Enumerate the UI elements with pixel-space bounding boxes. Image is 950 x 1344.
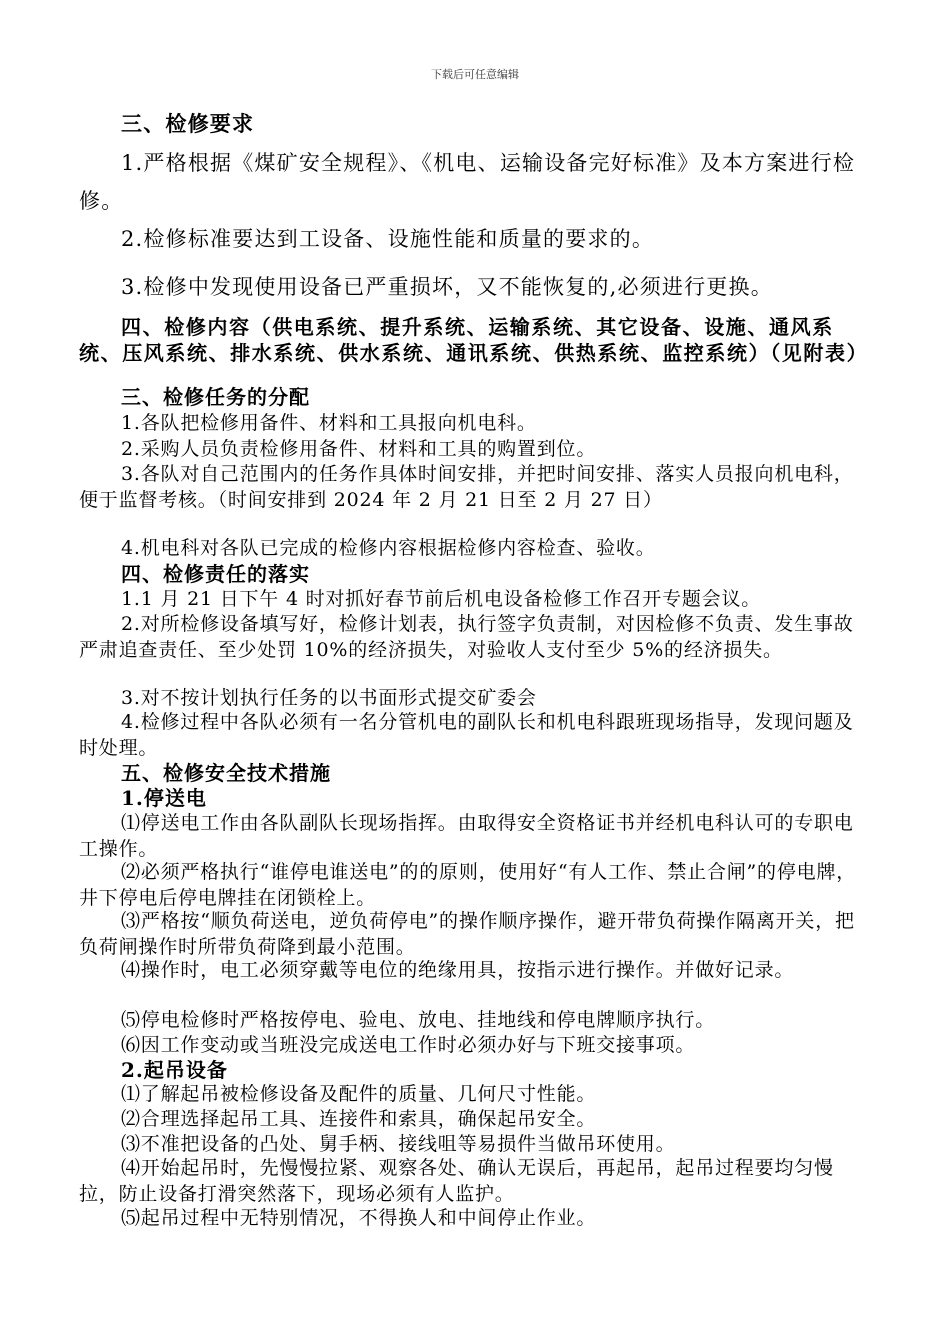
lifting-item-4: ⑷开始起吊时，先慢慢拉紧、观察各处、确认无误后，再起吊，起吊过程要均匀慢拉，防止设备打滑突然落下，现场必须有人监护。: [79, 1157, 834, 1205]
section-3-paragraph-1: 1.严格根据《煤矿安全规程》、《机电、运输设备完好标准》及本方案进行检修。: [79, 151, 856, 213]
task-item-4: 4.机电科对各队已完成的检修内容根据检修内容检查、验收。: [121, 537, 656, 559]
lifting-item-5: ⑸起吊过程中无特别情况，不得换人和中间停止作业。: [121, 1207, 597, 1229]
section-3-title: 三、检修要求: [121, 111, 255, 136]
responsibility-section-title: 四、检修责任的落实: [121, 562, 310, 586]
responsibility-item-1: 1.1 月 21 日下午 4 时对抓好春节前后机电设备检修工作召开专题会议。: [121, 588, 762, 610]
responsibility-item-2: 2.对所检修设备填写好，检修计划表，执行签字负责制，对因检修不负责、发生事故严肃追查责任、至少处罚 10%的经济损失，对验收人支付至少 5%的经济损失。: [79, 613, 854, 661]
power-item-4: ⑷操作时，电工必须穿戴等电位的绝缘用具，按指示进行操作。并做好记录。: [121, 959, 795, 981]
responsibility-item-4: 4.检修过程中各队必须有一名分管机电的副队长和机电科跟班现场指导，发现问题及时处理。: [79, 711, 854, 759]
lifting-item-1: ⑴了解起吊被检修设备及配件的质量、几何尺寸性能。: [121, 1083, 597, 1105]
lifting-subsection-title: 2.起吊设备: [121, 1058, 228, 1082]
power-item-2: ⑵必须严格执行“谁停电谁送电”的的原则，使用好“有人工作、禁止合闸”的停电牌，井下停电后停电牌挂在闭锁栓上。: [79, 861, 857, 909]
section-4-title: 四、检修内容（供电系统、提升系统、运输系统、其它设备、设施、通风系统、压风系统、排水系统、供水系统、通讯系统、供热系统、监控系统）（见附表）: [79, 315, 869, 365]
power-item-6: ⑹因工作变动或当班没完成送电工作时必须办好与下班交接事项。: [121, 1034, 696, 1056]
lifting-item-3: ⑶不准把设备的凸处、舅手柄、接线咀等易损件当做吊环使用。: [121, 1133, 676, 1155]
section-3-paragraph-3: 3.检修中发现使用设备已严重损坏，又不能恢复的,必须进行更换。: [121, 275, 773, 299]
power-item-3: ⑶严格按“顺负荷送电，逆负荷停电”的操作顺序操作，避开带负荷操作隔离开关，把负荷闸操作时所带负荷降到最小范围。: [79, 910, 855, 958]
task-item-3: 3.各队对自己范围内的任务作具体时间安排，并把时间安排、落实人员报向机电科，便于监督考核。（时间安排到 2024 年 2 月 21 日至 2 月 27 日）: [79, 463, 854, 511]
lifting-item-2: ⑵合理选择起吊工具、连接件和索具，确保起吊安全。: [121, 1108, 597, 1130]
task-item-1: 1.各队把检修用备件、材料和工具报向机电科。: [121, 412, 537, 434]
task-section-title: 三、检修任务的分配: [121, 385, 310, 409]
power-item-1: ⑴停送电工作由各队副队长现场指挥。由取得安全资格证书并经机电科认可的专职电工操作。: [79, 812, 854, 860]
task-item-2: 2.采购人员负责检修用备件、材料和工具的购置到位。: [121, 438, 597, 460]
power-subsection-title: 1.停送电: [121, 786, 207, 810]
responsibility-item-3: 3.对不按计划执行任务的以书面形式提交矿委会: [121, 687, 537, 709]
section-3-paragraph-2: 2.检修标准要达到工设备、设施性能和质量的要求的。: [121, 227, 655, 251]
safety-section-title: 五、检修安全技术措施: [121, 761, 331, 785]
page-header: 下载后可任意编辑: [431, 68, 519, 81]
power-item-5: ⑸停电检修时严格按停电、验电、放电、挂地线和停电牌顺序执行。: [121, 1009, 716, 1031]
